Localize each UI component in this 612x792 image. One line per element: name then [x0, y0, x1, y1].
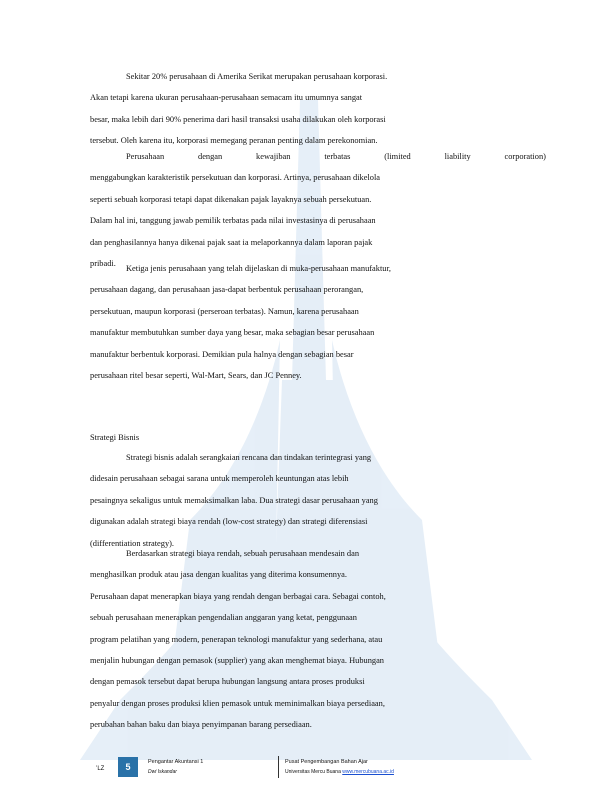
text-line: Akan tetapi karena ukuran perusahaan-perusahaan semacam itu umumnya sangat [90, 93, 363, 103]
word: dengan [198, 152, 223, 161]
paragraph-5 [90, 543, 508, 736]
paragraph-3 [90, 258, 508, 386]
text-line: pribadi. [90, 259, 116, 269]
footer-org [285, 759, 394, 775]
text-line: program pelatihan yang modern, penerapan teknologi manufaktur yang sederhana, atau [90, 634, 383, 644]
text-line: perusahaan ritel besar seperti, Wal-Mart, Sears, dan JC Penney. [90, 371, 302, 381]
text-line: Berdasarkan strategi biaya rendah, sebuah perusahaan mendesain dan [126, 549, 360, 558]
text-line: manufaktur membutuhkan sumber daya yang besar, maka sebagian besar perusahaan [90, 328, 375, 338]
page-footer [0, 752, 612, 782]
footer-org-name: Universitas Mercu Buana [285, 769, 341, 775]
paragraph-1 [90, 66, 508, 152]
text-line: manufaktur berbentuk korporasi. Demikian pula halnya dengan sebagian besar [90, 349, 354, 359]
text-line: menggabungkan karakteristik persekutuan dan korporasi. Artinya, perusahaan dikelola [90, 173, 381, 183]
page-number-badge: 5 [118, 757, 138, 777]
word: (limited [384, 152, 411, 161]
text-line-spread [90, 146, 546, 167]
text-line: tersebut. Oleh karena itu, korporasi memegang peranan penting dalam perekonomian. [90, 136, 378, 146]
text-line: perubahan bahan baku dan biaya penyimpanan barang persediaan. [90, 720, 312, 730]
text-line: seperti sebuah korporasi tetapi dapat dikenakan pajak layaknya sebuah persekutuan. [90, 194, 372, 204]
word: terbatas [324, 152, 351, 161]
text-line: didesain perusahaan sebagai sarana untuk memperoleh keuntungan atas lebih [90, 474, 349, 484]
footer-org-link[interactable]: www.mercubuana.ac.id [342, 769, 394, 775]
text-line: sebuah perusahaan menerapkan pengendalian anggaran yang ketat, penggunaan [90, 613, 357, 623]
text-line: pesaingnya sekaligus untuk memaksimalkan laba. Dua strategi dasar perusahaan yang [90, 495, 378, 505]
footer-course [148, 759, 203, 775]
text-line: besar, maka lebih dari 90% penerima dari hasil transaksi usaha dilakukan oleh korporasi [90, 114, 386, 124]
footer-course-title: Pengantar Akuntansi 1 [148, 759, 204, 765]
text-line: dan penghasilannya hanya dikenai pajak saat ia melaporkannya dalam laporan pajak [90, 237, 373, 247]
text-line: Strategi bisnis adalah serangkaian rencana dan tindakan terintegrasi yang [126, 453, 372, 462]
paragraph-2 [90, 146, 546, 274]
word: liability [444, 152, 471, 161]
text-line: Ketiga jenis perusahaan yang telah dijelaskan di muka-perusahaan manufaktur, [126, 264, 392, 273]
text-line: persekutuan, maupun korporasi (perseroan terbatas). Namun, karena perusahaan [90, 306, 359, 316]
paragraph-4 [90, 447, 508, 554]
text-line: penyalur dengan proses produksi klien pemasok untuk meminimalkan biaya persediaan, [90, 698, 385, 708]
text-line: Sekitar 20% perusahaan di Amerika Serikat merupakan perusahaan korporasi. [126, 72, 388, 81]
footer-org-line [285, 769, 394, 775]
footer-divider [278, 756, 279, 778]
word: kewajiban [256, 152, 291, 161]
text-line: menjalin hubungan dengan pemasok (supplier) yang akan menghemat biaya. Hubungan [90, 656, 384, 666]
text-line: (differentiation strategy). [90, 538, 175, 548]
word: Perusahaan [126, 152, 165, 161]
text-line: perusahaan dagang, dan perusahaan jasa-dapat berbentuk perusahaan perorangan, [90, 285, 364, 295]
text-line: Dalam hal ini, tanggung jawab pemilik terbatas pada nilai investasinya di perusahaan [90, 216, 376, 226]
word: corporation) [504, 152, 546, 161]
footer-code: ’LZ [96, 766, 105, 772]
footer-course-author: Dwi Iskandar [148, 769, 177, 775]
text-line: digunakan adalah strategi biaya rendah (low-cost strategy) dan strategi diferensiasi [90, 517, 368, 527]
footer-org-title: Pusat Pengembangan Bahan Ajar [285, 759, 368, 765]
text-line: menghasilkan produk atau jasa dengan kualitas yang diterima konsumennya. [90, 570, 347, 580]
text-line: Perusahaan dapat menerapkan biaya yang rendah dengan berbagai cara. Sebagai contoh, [90, 591, 386, 601]
text-line: dengan pemasok tersebut dapat berupa hubungan langsung antara proses produksi [90, 677, 365, 687]
section-heading: Strategi Bisnis [90, 433, 140, 442]
